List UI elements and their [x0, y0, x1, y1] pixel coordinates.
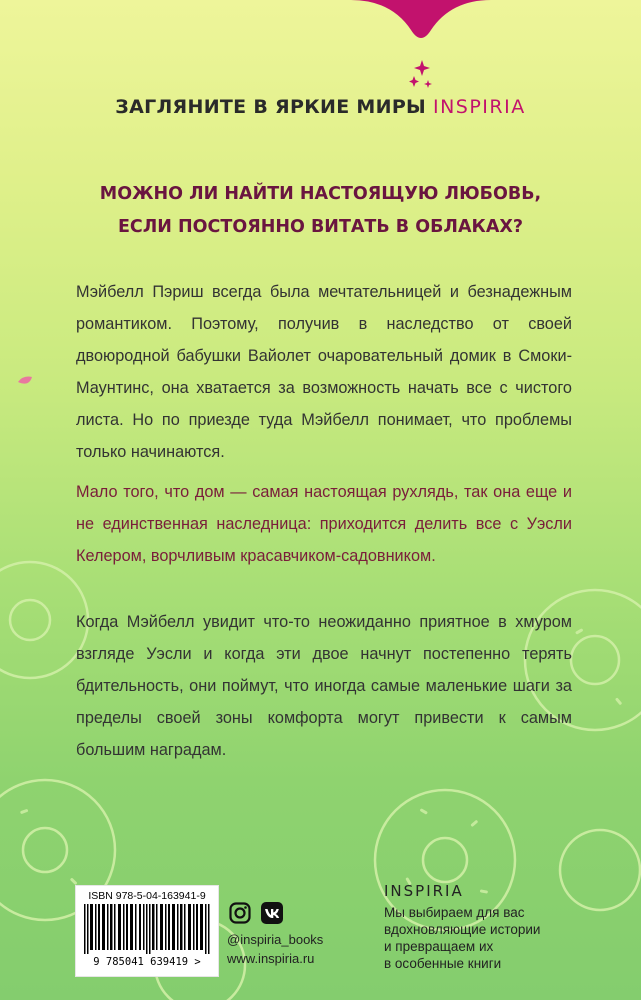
isbn-label: ISBN 978-5-04-163941-9 [88, 890, 206, 902]
publisher-tagline-4: в особенные книги [384, 956, 502, 971]
sparkles-icon [407, 60, 437, 92]
top-notch-decoration [351, 0, 491, 48]
tagline-question [0, 178, 641, 244]
description-paragraph-2: Мало того, что дом — самая настоящая рухлядь, так она еще и не единственная наследница: приходится делить все с Уэсли Келером, ворчливым красавчиком-садовником. [76, 483, 572, 565]
question-line-2: ЕСЛИ ПОСТОЯННО ВИТАТЬ В ОБЛАКАХ? [117, 217, 524, 237]
barcode-number: 9 785041 639419 > [93, 956, 201, 968]
question-line-1: МОЖНО ЛИ НАЙТИ НАСТОЯЩУЮ ЛЮБОВЬ, [99, 184, 542, 204]
petal-icon [17, 375, 33, 389]
social-handle: @inspiria_books [227, 932, 324, 947]
publisher-brand: INSPIRIA [384, 882, 464, 900]
series-header [0, 96, 641, 118]
barcode-bars [84, 904, 210, 954]
instagram-icon [229, 902, 251, 924]
barcode-box [75, 885, 219, 977]
description-paragraph-1: Мэйбелл Пэриш всегда была мечтательницей и безнадежным романтиком. Поэтому, получив в наследство от своей двоюродной бабушки Вайолет очаровательный домик в Смоки-Маунтинс, она хватается за возможность начать все с чистого листа. Но по приезде туда Мэйбелл понимает, что проблемы только начинаются. [76, 283, 572, 461]
series-header-lead: ЗАГЛЯНИТЕ В ЯРКИЕ МИРЫ [115, 96, 427, 118]
publisher-tagline-2: вдохновляющие истории [384, 922, 541, 937]
publisher-tagline-1: Мы выбираем для вас [384, 905, 525, 920]
social-block [227, 902, 377, 968]
publisher-block [384, 882, 624, 972]
description-paragraph-3: Когда Мэйбелл увидит что-то неожиданно приятное в хмуром взгляде Уэсли и когда эти двое начнут постепенно терять бдительность, они поймут, что иногда самые маленькие шаги за пределы своей зоны комфорта могут привести к самым большим наградам. [76, 613, 572, 759]
website-link: www.inspiria.ru [227, 951, 315, 966]
publisher-tagline-3: и превращаем их [384, 939, 494, 954]
vk-icon [261, 902, 283, 924]
series-header-brand: INSPIRIA [432, 96, 526, 118]
